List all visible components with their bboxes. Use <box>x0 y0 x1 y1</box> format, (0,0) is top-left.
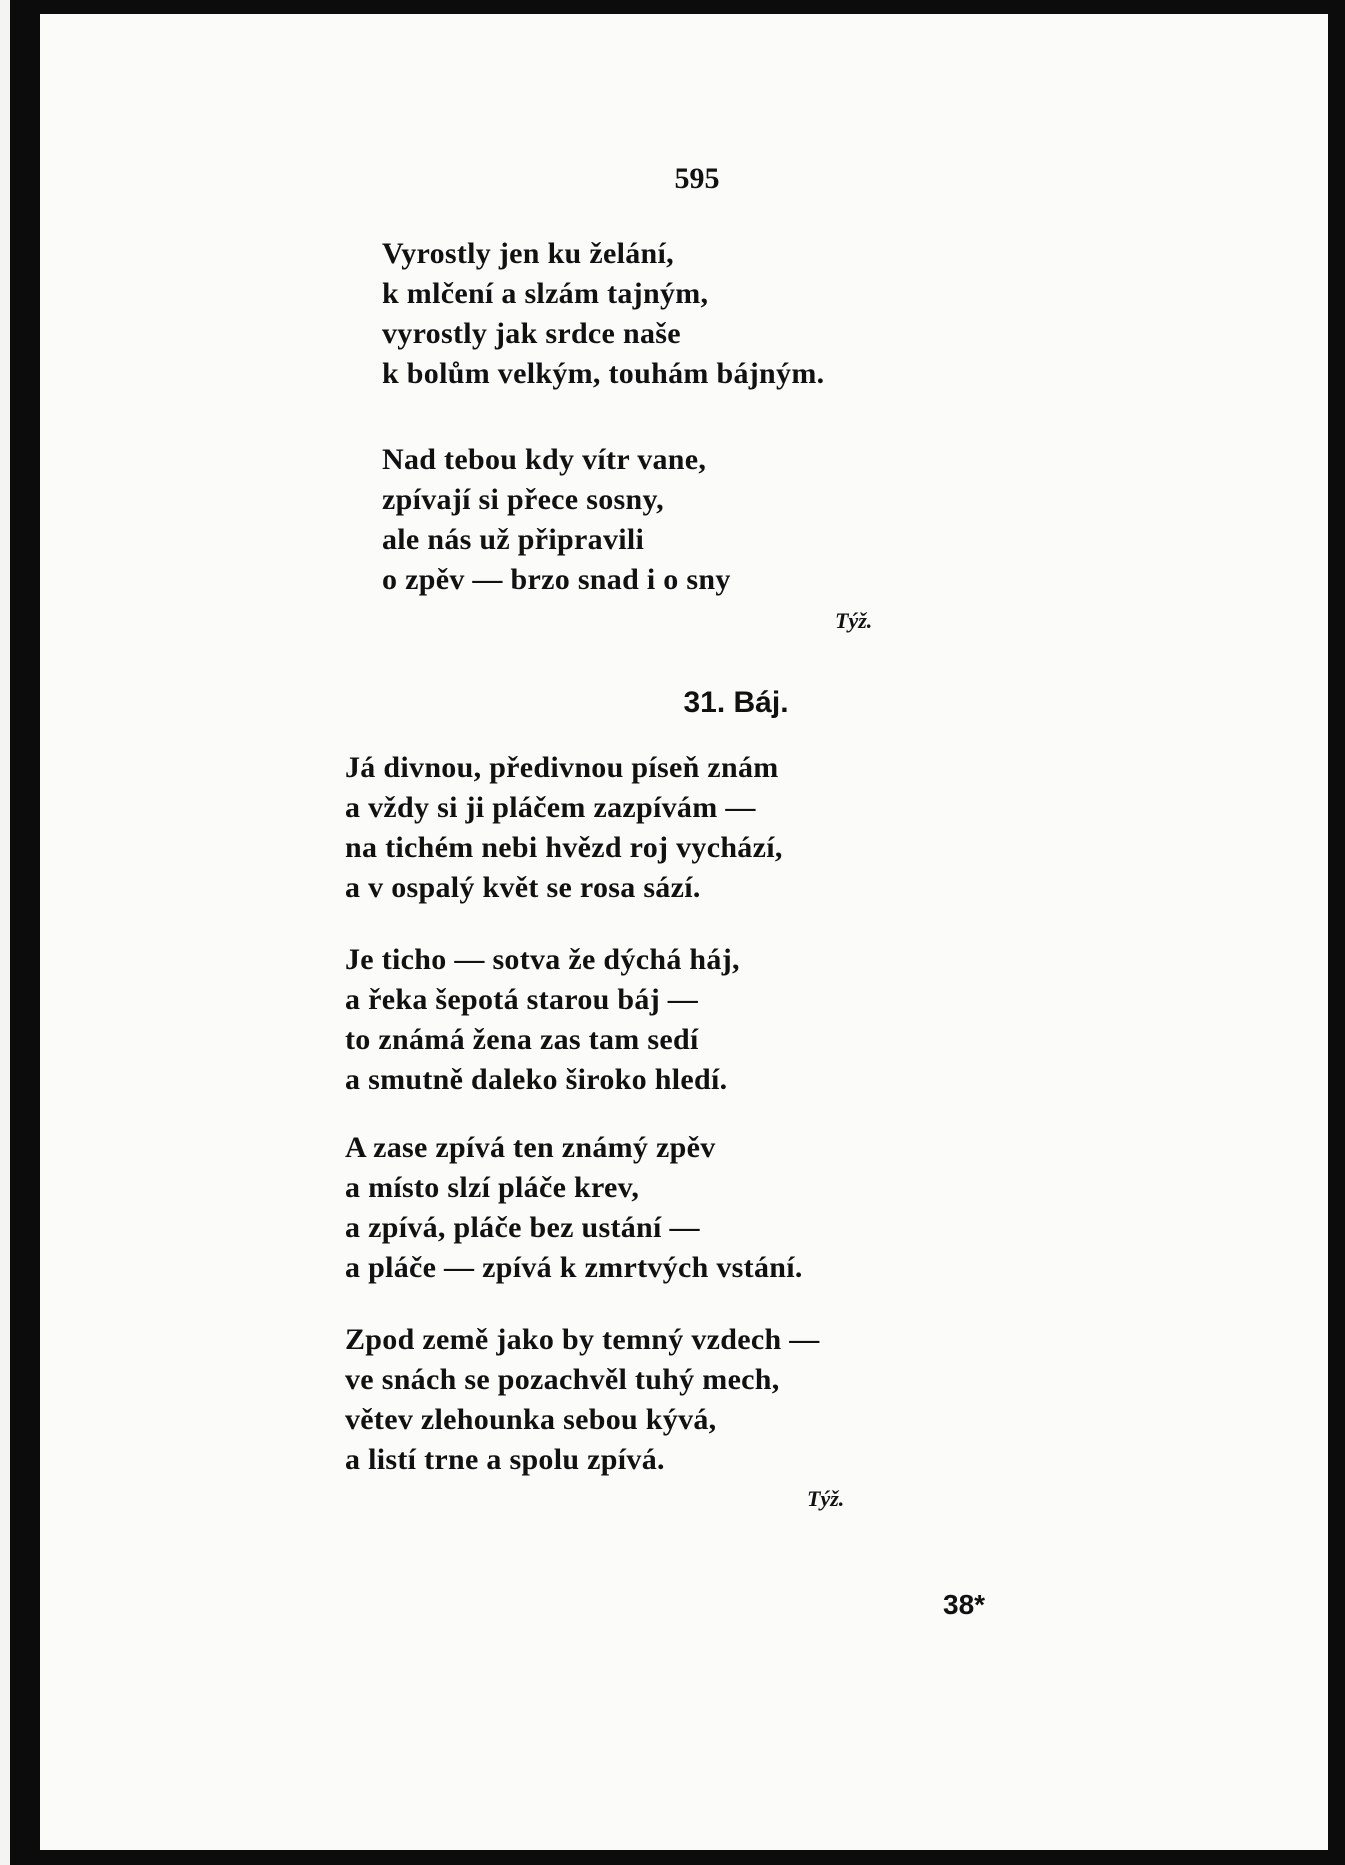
poem2-stanza-4 <box>345 1320 820 1480</box>
poem-line: A zase zpívá ten známý zpěv <box>345 1131 716 1164</box>
poem-line: to známá žena zas tam sedí <box>345 1023 699 1056</box>
poem2-stanza-3 <box>345 1128 803 1288</box>
poem2-title: 31. Báj. <box>683 686 789 719</box>
poem-line: k bolům velkým, touhám bájným. <box>382 357 825 390</box>
poem2-stanza-1 <box>345 748 783 908</box>
page-number: 595 <box>674 162 720 195</box>
poem-line: Vyrostly jen ku želání, <box>382 237 674 270</box>
poem-line: a místo slzí pláče krev, <box>345 1171 640 1204</box>
poem-line: Je ticho — sotva že dýchá háj, <box>345 943 740 976</box>
poem-line: Já divnou, předivnou píseň znám <box>345 751 779 784</box>
poem2-stanza-2 <box>345 940 740 1100</box>
poem-line: k mlčení a slzám tajným, <box>382 277 709 310</box>
poem-line: vyrostly jak srdce naše <box>382 317 681 350</box>
poem1-attribution: Týž. <box>835 608 873 633</box>
adjacent-page-edge <box>0 0 10 1865</box>
poem-line: a v ospalý květ se rosa sází. <box>345 871 701 904</box>
poem-line: a zpívá, pláče bez ustání — <box>345 1211 700 1244</box>
poem-line: a pláče — zpívá k zmrtvých vstání. <box>345 1251 803 1284</box>
poem-line: o zpěv — brzo snad i o sny <box>382 563 731 596</box>
poem1-stanza-1 <box>382 234 824 394</box>
poem-line: ve snách se pozachvěl tuhý mech, <box>345 1363 780 1396</box>
signature-mark: 38* <box>943 1589 986 1620</box>
poem-line: a řeka šepotá starou báj — <box>345 983 699 1016</box>
poem-line: a smutně daleko široko hledí. <box>345 1063 728 1096</box>
poem-line: a listí trne a spolu zpívá. <box>345 1443 665 1476</box>
poem-line: Zpod země jako by temný vzdech — <box>345 1323 820 1356</box>
poem-line: a vždy si ji pláčem zazpívám — <box>345 791 756 824</box>
book-page <box>40 14 1328 1850</box>
poem-line: Nad tebou kdy vítr vane, <box>382 443 707 476</box>
poem-line: ale nás už připravili <box>382 523 645 556</box>
poem2-attribution: Týž. <box>807 1486 845 1511</box>
poem1-stanza-2 <box>382 440 731 600</box>
poem-line: na tichém nebi hvězd roj vychází, <box>345 831 783 864</box>
poem-line: větev zlehounka sebou kývá, <box>345 1403 717 1436</box>
poem-line: zpívají si přece sosny, <box>382 483 664 516</box>
